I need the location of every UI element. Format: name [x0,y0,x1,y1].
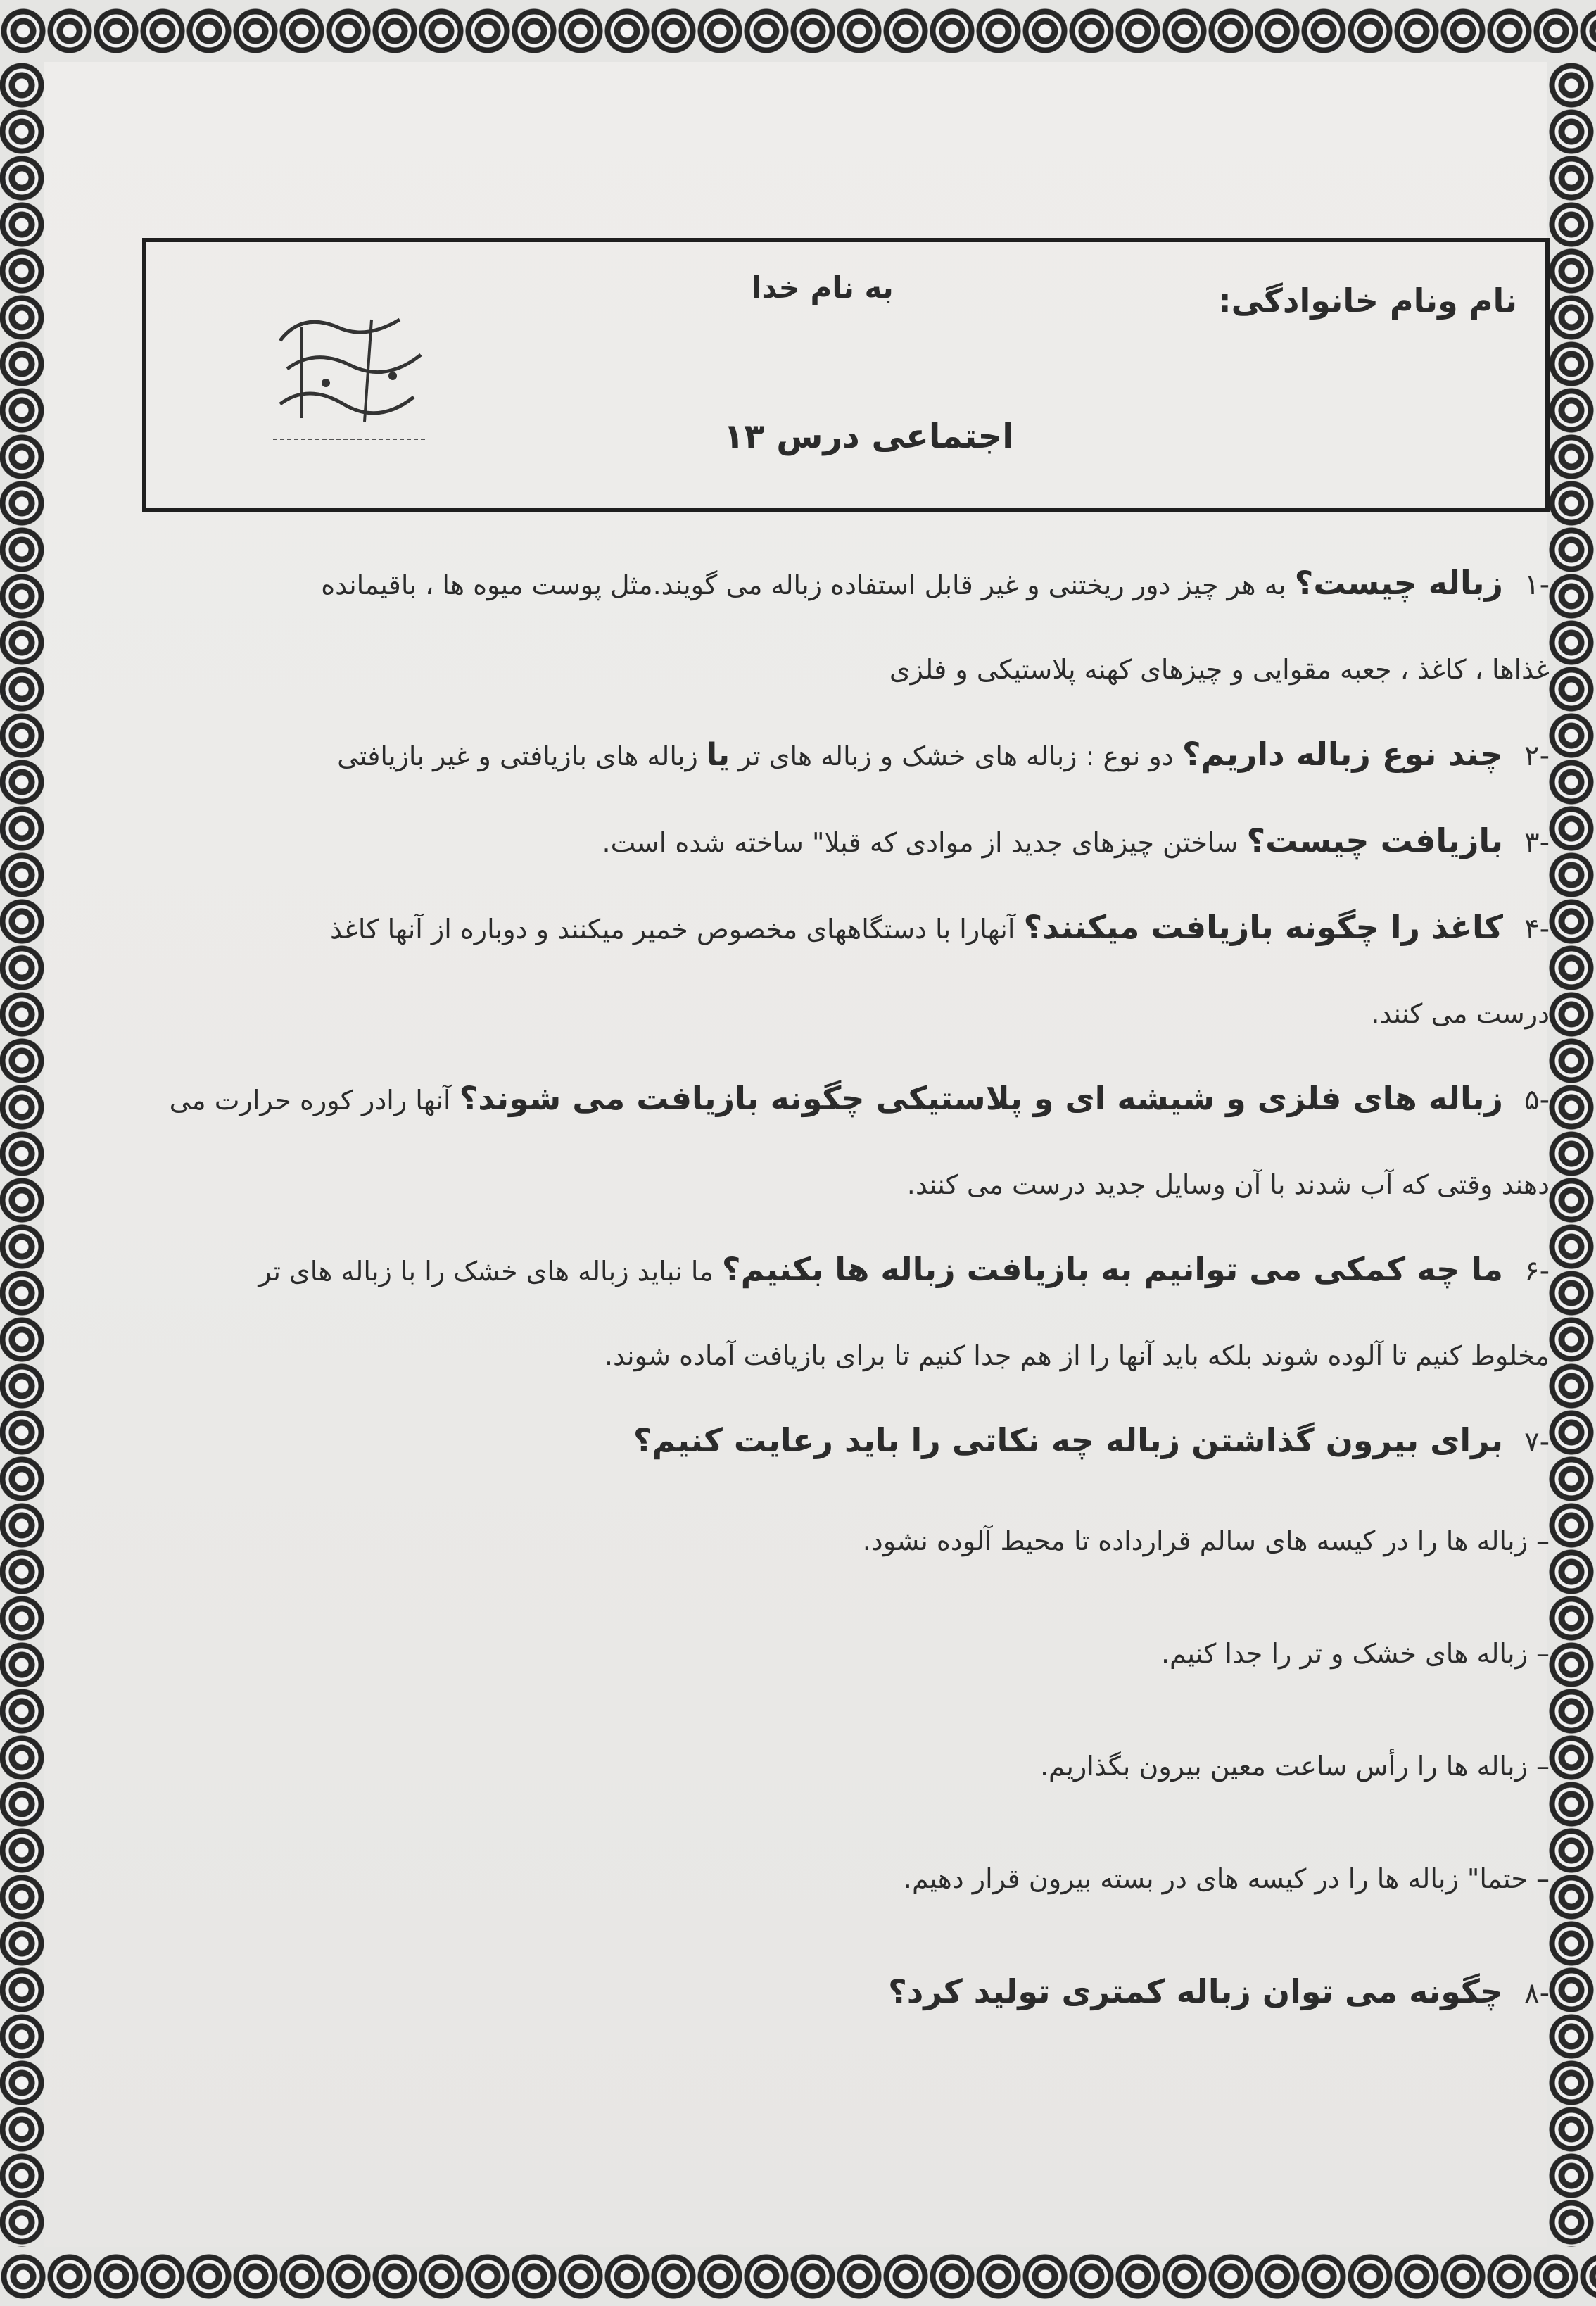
list-item: – زباله ها را رأس ساعت معین بیرون بگذاریم. [1039,1751,1550,1782]
answer-continuation: دهند وقتی که آب شدند با آن وسایل جدید درست می کنند. [906,1169,1550,1200]
answer-text: آنهارا با دستگاههای مخصوص خمیر میکنند و دوباره از آنها کاغذ [330,914,1015,945]
question-2 [156,712,1550,798]
question-4 [156,885,1550,971]
question-text: ما چه کمکی می توانیم به بازیافت زباله ها بکنیم؟ [721,1250,1503,1288]
question-text: کاغذ را چگونه بازیافت میکنند؟ [1023,908,1503,946]
answer-text: به هر چیز دور ریختنی و غیر قابل استفاده زباله می گویند.مثل پوست میوه ها ، باقیمانده [321,569,1286,600]
question-text: بازیافت چیست؟ [1246,821,1503,859]
question-number: -۴ [1524,913,1550,945]
decorative-border-top [0,0,1596,62]
question-number: -۱ [1524,569,1550,601]
question-text: چند نوع زباله داریم؟ [1182,735,1503,773]
school-logo [259,298,442,460]
answer-continuation: مخلوط کنیم تا آلوده شوند بلکه باید آنها را از هم جدا کنیم تا برای بازیافت آماده شوند. [604,1340,1550,1371]
list-item: – زباله های خشک و تر را جدا کنیم. [1160,1638,1550,1669]
question-text: برای بیرون گذاشتن زباله چه نکاتی را باید رعایت کنیم؟ [633,1421,1503,1459]
answer-text: دو نوع : زباله های خشک و زباله های تر [730,741,1174,771]
question-6 [156,1227,1550,1313]
question-1 [156,541,1550,627]
question-text: زباله چیست؟ [1294,564,1503,602]
question-number: -۳ [1524,826,1550,859]
question-7 [156,1398,1550,1485]
answer-text: زباله های بازیافتی و غیر بازیافتی [337,741,698,771]
worksheet-header [142,238,1550,512]
basmala-heading: به نام خدا [752,270,894,305]
question-number: -۵ [1524,1084,1550,1116]
question-3 [156,798,1550,885]
decorative-border-left [0,62,44,2247]
question-text: چگونه می توان زباله کمتری تولید کرد؟ [888,1972,1503,2010]
question-number: -۸ [1524,1977,1550,2010]
decorative-border-right [1547,62,1596,2247]
decorative-border-bottom [0,2247,1596,2306]
answer-text: ما نباید زباله های خشک را با زباله های تر [258,1256,714,1287]
question-number: -۷ [1524,1426,1550,1458]
worksheet-page [44,62,1550,2247]
lesson-title: اجتماعی درس ۱۳ [723,417,1014,456]
list-item: – زباله ها را در کیسه های سالم قرارداده تا محیط آلوده نشود. [862,1525,1550,1556]
list-item: – حتما" زباله ها را در کیسه های در بسته بیرون قرار دهیم. [903,1863,1550,1894]
question-5 [156,1056,1550,1142]
questions-list [156,541,1550,2050]
question-8 [156,1935,1550,2050]
answer-text: آنها رادر کوره حرارت می [169,1085,451,1116]
question-number: -۶ [1524,1255,1550,1287]
answer-continuation: درست می کنند. [1371,998,1550,1029]
student-name-field[interactable]: نام ونام خانوادگی: [1218,282,1517,320]
question-number: -۲ [1524,740,1550,772]
answer-emphasis: یا [706,737,730,773]
answer-text: ساختن چیزهای جدید از موادی که قبلا" ساخته شده است. [602,827,1239,858]
answer-continuation: غذاها ، کاغذ ، جعبه مقوایی و چیزهای کهنه پلاستیکی و فلزی [889,654,1550,685]
question-text: زباله های فلزی و شیشه ای و پلاستیکی چگونه بازیافت می شوند؟ [459,1079,1503,1117]
